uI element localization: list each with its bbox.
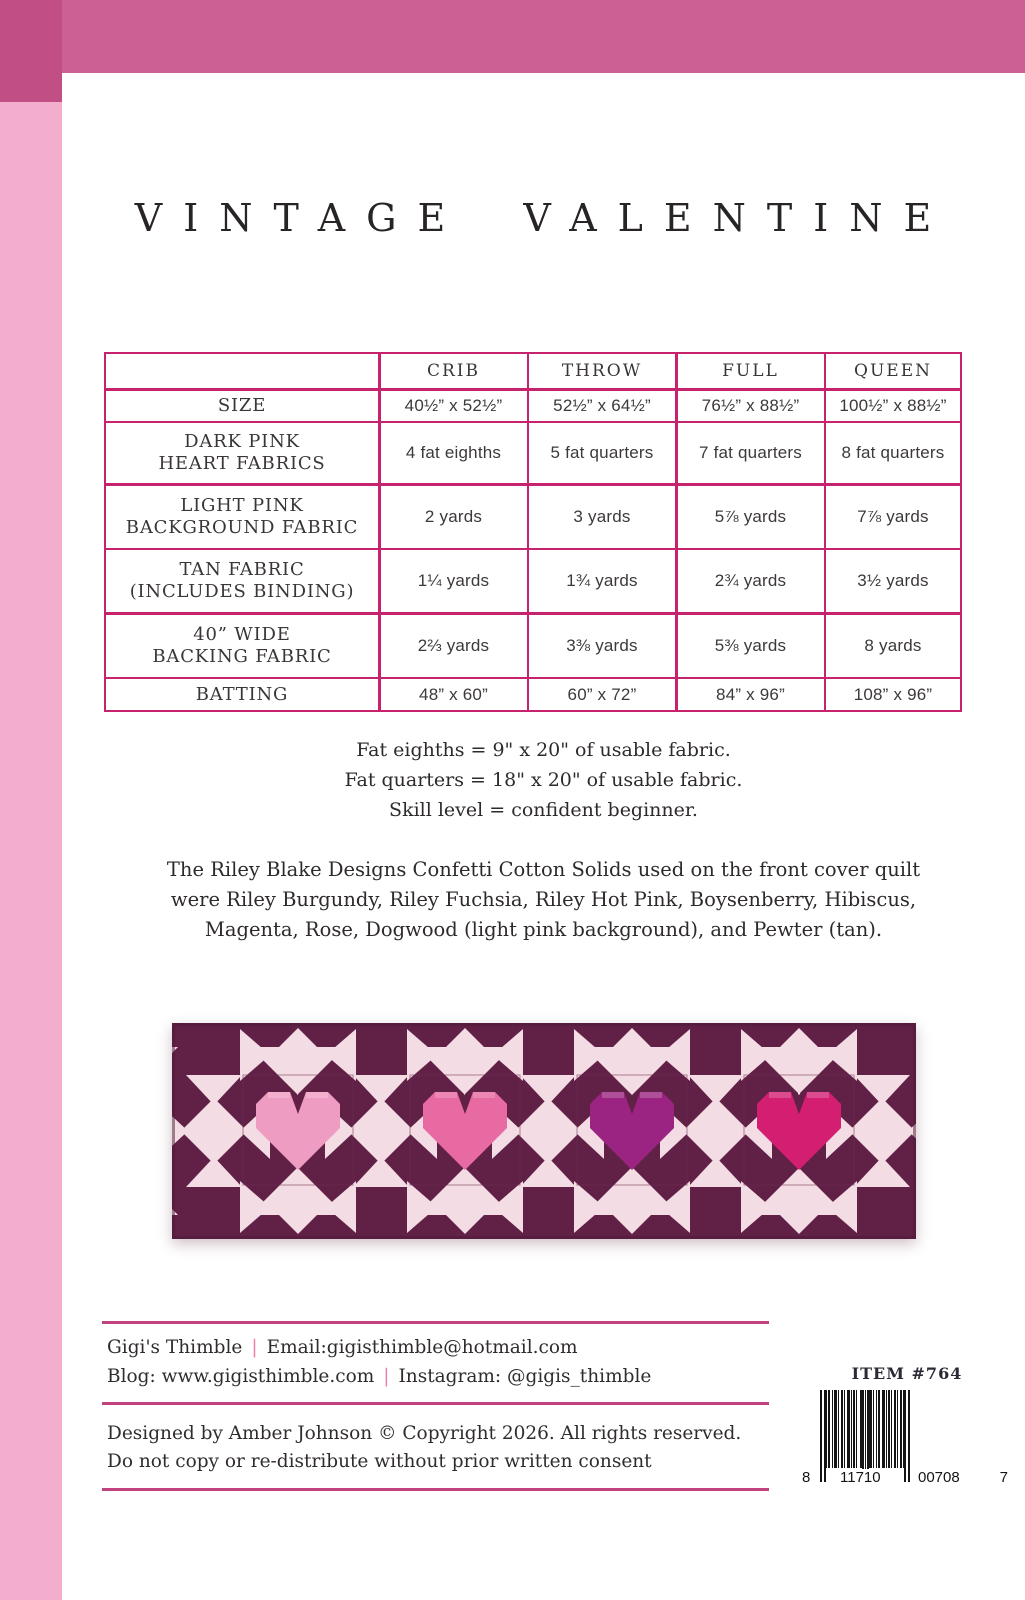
paragraph-line: Magenta, Rose, Dogwood (light pink background), and Pewter (tan). <box>204 918 883 941</box>
quilt-runner-image <box>172 1023 916 1239</box>
table-row-label <box>106 615 378 677</box>
table-value-cell: 1¾ yards <box>529 550 675 612</box>
contact-divider-bottom <box>102 1488 769 1491</box>
item-number-label: ITEM #764 <box>851 1364 963 1383</box>
table-value-cell: 1¼ yards <box>381 550 527 612</box>
table-row-label <box>106 679 378 710</box>
table-value-cell: 108” x 96” <box>826 679 960 710</box>
table-value-cell: 40½” x 52½” <box>381 391 527 421</box>
contact-divider-top <box>102 1321 769 1324</box>
table-value-cell: 3 yards <box>529 486 675 548</box>
barcode-digit: 00708 <box>918 1469 960 1486</box>
brand-name: Gigi's Thimble <box>107 1337 243 1358</box>
contact-divider-middle <box>102 1402 769 1405</box>
table-value-cell: 3½ yards <box>826 550 960 612</box>
paragraph-line: The Riley Blake Designs Confetti Cotton Solids used on the front cover quilt <box>166 858 921 881</box>
table-value-cell: 8 yards <box>826 615 960 677</box>
table-value-cell: 2 yards <box>381 486 527 548</box>
barcode <box>802 1390 1008 1488</box>
left-sidebar <box>0 0 62 1600</box>
table-value-cell: 5⅜ yards <box>678 615 824 677</box>
table-row-label <box>106 550 378 612</box>
column-header-full: FULL <box>678 354 824 388</box>
page-title: VINTAGE VALENTINE <box>134 196 953 240</box>
row-label-line: DARK PINK <box>184 431 300 452</box>
paragraph-line: were Riley Burgundy, Riley Fuchsia, Riley Hot Pink, Boysenberry, Hibiscus, <box>170 888 917 911</box>
skill-level-note: Skill level = confident beginner. <box>389 799 698 821</box>
row-label-line: HEART FABRICS <box>158 453 326 474</box>
table-value-cell: 8 fat quarters <box>826 423 960 483</box>
table-corner-cell <box>106 354 378 388</box>
pipe-separator: | <box>251 1337 258 1358</box>
row-label-line: 40” WIDE <box>193 623 291 645</box>
table-value-cell: 84” x 96” <box>678 679 824 710</box>
table-value-cell: 7⅞ yards <box>826 486 960 548</box>
row-label-line: TAN FABRIC <box>179 559 305 580</box>
table-value-cell: 4 fat eighths <box>381 423 527 483</box>
barcode-digit: 7 <box>999 1469 1008 1486</box>
table-value-cell: 7 fat quarters <box>678 423 824 483</box>
barcode-digit: 11710 <box>840 1469 881 1486</box>
table-value-cell: 2⅔ yards <box>381 615 527 677</box>
row-label-line: (INCLUDES BINDING) <box>129 581 355 602</box>
row-label-line: BACKGROUND FABRIC <box>125 516 359 538</box>
row-label-line: LIGHT PINK <box>180 494 304 516</box>
copyright-line-1: Designed by Amber Johnson © Copyright 2026. All rights reserved. <box>107 1423 742 1444</box>
table-value-cell: 3⅜ yards <box>529 615 675 677</box>
table-value-cell: 5 fat quarters <box>529 423 675 483</box>
contact-line-1 <box>107 1337 578 1358</box>
fabric-notes <box>62 735 1025 825</box>
column-header-crib: CRIB <box>381 354 527 388</box>
contact-line-2 <box>107 1366 651 1387</box>
instagram-text: Instagram: @gigis_thimble <box>398 1366 652 1387</box>
fat-eighths-note: Fat eighths = 9" x 20" of usable fabric. <box>356 739 731 761</box>
table-row-label <box>106 423 378 483</box>
table-value-cell: 48” x 60” <box>381 679 527 710</box>
table-value-cell: 2¾ yards <box>678 550 824 612</box>
top-banner <box>62 0 1025 73</box>
column-header-queen: QUEEN <box>826 354 960 388</box>
table-value-cell: 60” x 72” <box>529 679 675 710</box>
size-chart-table <box>104 352 962 712</box>
blog-text: Blog: www.gigisthimble.com <box>107 1366 375 1387</box>
table-row-label <box>106 391 378 421</box>
copyright-line-2: Do not copy or re-distribute without prior written consent <box>107 1451 652 1472</box>
fat-quarters-note: Fat quarters = 18" x 20" of usable fabric. <box>344 769 743 791</box>
sidebar-top-accent <box>0 0 62 102</box>
table-row-label <box>106 486 378 548</box>
table-value-cell: 76½” x 88½” <box>678 391 824 421</box>
table-value-cell: 52½” x 64½” <box>529 391 675 421</box>
row-label-line: SIZE <box>217 394 267 416</box>
column-header-throw: THROW <box>529 354 675 388</box>
email-text: Email:gigisthimble@hotmail.com <box>266 1337 578 1358</box>
barcode-digit: 8 <box>802 1469 811 1486</box>
table-value-cell: 100½” x 88½” <box>826 391 960 421</box>
pipe-separator: | <box>383 1366 390 1387</box>
table-value-cell: 5⅞ yards <box>678 486 824 548</box>
fabric-description-paragraph <box>62 855 1025 945</box>
row-label-line: BATTING <box>195 683 289 705</box>
row-label-line: BACKING FABRIC <box>152 645 332 667</box>
